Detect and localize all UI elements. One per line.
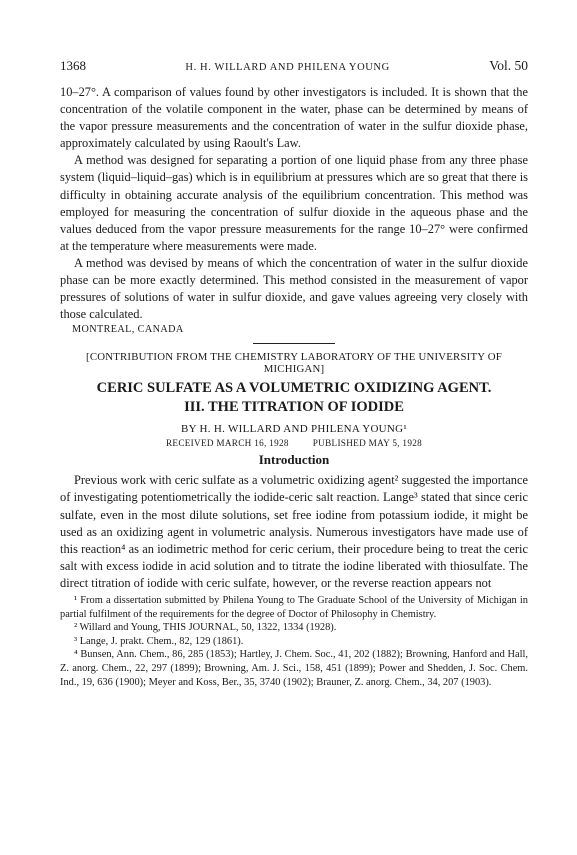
author-line: BY H. H. WILLARD AND PHILENA YOUNG¹ bbox=[180, 423, 408, 436]
place-line: MONTREAL, CANADA bbox=[72, 324, 184, 336]
footnote-1: ¹ From a dissertation submitted by Philena Young to The Graduate School of the University of Michigan in partial fulfilment of the requirements for the degree of Doctor of Philosophy in Chemistry. bbox=[60, 594, 528, 620]
article-title-line-2: III. THE TITRATION OF IODIDE bbox=[184, 399, 404, 416]
running-title: H. H. WILLARD AND PHILENA YOUNG bbox=[185, 62, 390, 73]
article-title-line-1: CERIC SULFATE AS A VOLUMETRIC OXIDIZING AGENT. bbox=[96, 380, 492, 397]
journal-page bbox=[60, 58, 528, 689]
published-date: PUBLISHED MAY 5, 1928 bbox=[312, 438, 423, 449]
prev-paragraph-1: 10–27°. A comparison of values found by other investigators is included. It is shown that the concentration of the volatile component in the water, phase can be determined by means of the vapor pressure measurements and the concentration of water in the sulfur dioxide phase, approximately calculated by using Raoult's Law. bbox=[60, 85, 528, 151]
intro-paragraph: Previous work with ceric sulfate as a volumetric oxidizing agent² suggested the importance of investigating potentiometrically the iodide-ceric salt reaction. Lange³ stated that since ceric sulfate, even in the most dilute solutions, set free iodine from potassium iodide, it might be used as an oxidizing agent in volumetric analysis. Numerous investigators have made use of this reaction⁴ as an iodimetric method for ceric cerium, their procedure being to treat the ceric salt with excess iodide in acid solution and to titrate the iodine liberated with thiosulfate. The direct titration of iodide with ceric sulfate, however, or the reverse reaction appears not bbox=[60, 473, 528, 590]
footnote-2: ² Willard and Young, THIS JOURNAL, 50, 1322, 1334 (1928). bbox=[74, 622, 337, 634]
section-divider bbox=[253, 343, 335, 344]
page-number: 1368 bbox=[60, 58, 86, 73]
date-line bbox=[60, 438, 528, 448]
page-header bbox=[60, 58, 528, 74]
contribution-line: [CONTRIBUTION FROM THE CHEMISTRY LABORATORY OF THE UNIVERSITY OF MICHIGAN] bbox=[86, 351, 502, 376]
prev-paragraph-3: A method was devised by means of which the concentration of water in the sulfur dioxide phase can be more exactly determined. This method consisted in the measurement of vapor pressures of solutions of water in sulfur dioxide, and gave values agreeing very closely with those calculated. bbox=[60, 255, 528, 322]
section-heading: Introduction bbox=[258, 452, 330, 468]
received-date: RECEIVED MARCH 16, 1928 bbox=[165, 438, 289, 449]
prev-paragraph-2: A method was designed for separating a portion of one liquid phase from any three phase system (liquid–liquid–gas) which is in equilibrium at pressures which are so great that there is difficulty in obtaining accurate analysis of the equilibrium concentration. This method was employed for measuring the concentration of sulfur dioxide in the aqueous phase and the values deduced from the vapor pressure measurements for the range 10–27° were confirmed at the temperature where measurements were made. bbox=[60, 153, 528, 253]
footnote-3: ³ Lange, J. prakt. Chem., 82, 129 (1861). bbox=[74, 635, 244, 647]
article-title bbox=[60, 379, 528, 417]
volume-label: Vol. 50 bbox=[489, 58, 528, 73]
footnote-4: ⁴ Bunsen, Ann. Chem., 86, 285 (1853); Hartley, J. Chem. Soc., 41, 202 (1882); Browning, Hanford and Hall, Z. anorg. Chem., 22, 297 (1899); Browning, Am. J. Sci., 158, 451 (1899); Power and Shedden, J. Soc. Chem. Ind., 19, 636 (1900); Meyer and Koss, Ber., 35, 3740 (1902); Brauner, Z. anorg. Chem., 34, 207 (1903). bbox=[60, 649, 528, 688]
footnotes bbox=[60, 594, 528, 689]
